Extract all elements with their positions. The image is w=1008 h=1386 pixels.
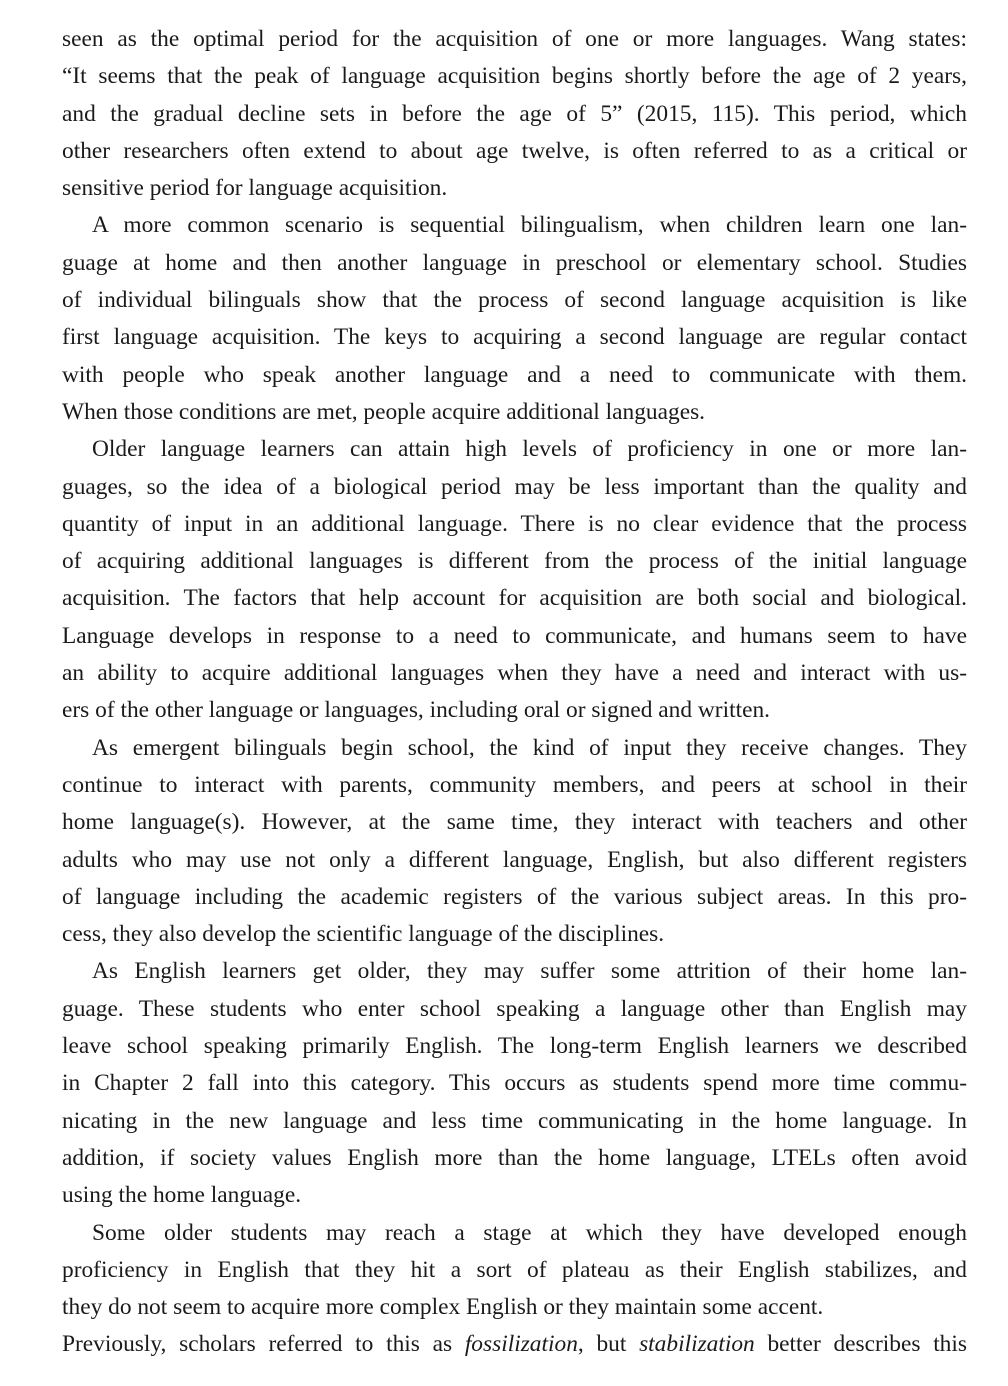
paragraph bbox=[62, 953, 967, 1214]
text-line: home language(s). However, at the same time, they interact with teachers and other bbox=[62, 809, 967, 836]
text-run: Previously, scholars referred to this as bbox=[62, 1331, 465, 1358]
text-line: nicating in the new language and less time communicating in the home language. In bbox=[62, 1107, 967, 1134]
text-line: sensitive period for language acquisition. bbox=[62, 175, 448, 202]
paragraph bbox=[62, 207, 967, 431]
body-text bbox=[62, 21, 967, 1326]
text-line: Some older students may reach a stage at which they have developed enough bbox=[92, 1219, 967, 1246]
text-line: and the gradual decline sets in before the age of 5” (2015, 115). This period, which bbox=[62, 100, 967, 127]
document-page bbox=[62, 21, 967, 1364]
text-line: guage. These students who enter school speaking a language other than English may bbox=[62, 995, 967, 1022]
text-line: cess, they also develop the scientific language of the disciplines. bbox=[62, 921, 665, 948]
text-line: A more common scenario is sequential bilingualism, when children learn one lan- bbox=[92, 212, 967, 239]
text-line: other researchers often extend to about age twelve, is often referred to as a critical or bbox=[62, 137, 967, 164]
text-line: ers of the other language or languages, including oral or signed and written. bbox=[62, 697, 771, 724]
text-line: As emergent bilinguals begin school, the kind of input they receive changes. They bbox=[92, 734, 967, 761]
paragraph bbox=[62, 730, 967, 954]
italic-term-fossilization: fossilization bbox=[464, 1331, 578, 1358]
text-line: “It seems that the peak of language acquisition begins shortly before the age of 2 years, bbox=[62, 63, 967, 90]
text-line: Language develops in response to a need to communicate, and humans seem to have bbox=[62, 622, 967, 649]
text-line: guage at home and then another language in preschool or elementary school. Studies bbox=[62, 249, 967, 276]
text-line: first language acquisition. The keys to acquiring a second language are regular contact bbox=[62, 324, 967, 351]
text-line: As English learners get older, they may suffer some attrition of their home lan- bbox=[92, 958, 967, 985]
text-line: continue to interact with parents, community members, and peers at school in their bbox=[62, 771, 967, 798]
text-line: seen as the optimal period for the acquisition of one or more languages. Wang states: bbox=[62, 26, 967, 52]
italic-term-stabilization: stabilization bbox=[639, 1331, 755, 1358]
text-line: proficiency in English that they hit a sort of plateau as their English stabilizes, and bbox=[62, 1256, 967, 1283]
text-line: an ability to acquire additional languages when they have a need and interact with us- bbox=[62, 660, 967, 687]
text-line: with people who speak another language and a need to communicate with them. bbox=[62, 361, 967, 388]
text-line: addition, if society values English more than the home language, LTELs often avoid bbox=[62, 1144, 967, 1171]
text-run: , but bbox=[577, 1331, 640, 1358]
paragraph bbox=[62, 21, 967, 207]
text-line: they do not seem to acquire more complex English or they maintain some accent. bbox=[62, 1294, 824, 1321]
text-line: of language including the academic registers of the various subject areas. In this pro- bbox=[62, 883, 967, 910]
text-line: Older language learners can attain high levels of proficiency in one or more lan- bbox=[92, 436, 967, 463]
text-line: guages, so the idea of a biological period may be less important than the quality and bbox=[62, 473, 967, 500]
text-line: in Chapter 2 fall into this category. This occurs as students spend more time commu- bbox=[62, 1070, 967, 1097]
text-line: When those conditions are met, people acquire additional languages. bbox=[62, 398, 706, 425]
text-line: leave school speaking primarily English. The long-term English learners we described bbox=[62, 1033, 967, 1060]
text-line: adults who may use not only a different language, English, but also different registers bbox=[62, 846, 967, 873]
text-line: of individual bilinguals show that the process of second language acquisition is like bbox=[62, 287, 967, 314]
text-line bbox=[62, 1326, 967, 1363]
paragraph bbox=[62, 431, 967, 729]
text-line: acquisition. The factors that help account for acquisition are both social and biological. bbox=[62, 585, 967, 612]
text-run: better describes this bbox=[754, 1331, 967, 1358]
paragraph bbox=[62, 1215, 967, 1327]
text-line: of acquiring additional languages is different from the process of the initial language bbox=[62, 548, 967, 575]
text-line: quantity of input in an additional language. There is no clear evidence that the process bbox=[62, 510, 967, 537]
text-line: using the home language. bbox=[62, 1182, 302, 1209]
